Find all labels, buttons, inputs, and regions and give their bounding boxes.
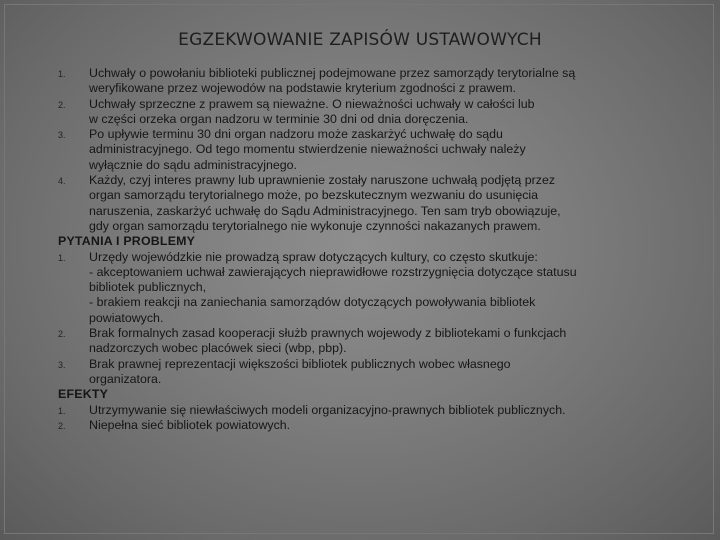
item-text: Uchwały sprzeczne z prawem są nieważne. O nieważności uchwały w całości lub w części orzeka organ nadzoru w terminie 30 dni od dnia doręczenia. [89, 96, 535, 126]
item-text: Brak formalnych zasad kooperacji służb prawnych wojewody z bibliotekami o funkcjach nadzorczych wobec placówek sieci (wbp, pbp). [89, 326, 567, 356]
item-text: Brak prawnej reprezentacji większości bibliotek publicznych wobec własnego organizatora. [89, 356, 511, 386]
effects-heading: EFEKTY [58, 387, 109, 402]
item-text: Urzędy wojewódzkie nie prowadzą spraw dotyczących kultury, co często skutkuje: [89, 249, 538, 264]
item-number: 2. [58, 329, 66, 340]
list-item [58, 403, 658, 418]
item-text: Uchwały o powołaniu biblioteki publicznej podejmowane przez samorządy terytorialne są weryfikowane przez wojewodów na podstawie kryterium zgodności z prawem. [89, 66, 576, 96]
list-item [58, 173, 658, 234]
list-item [58, 326, 658, 357]
problems-heading: PYTANIA I PROBLEMY [58, 234, 196, 249]
item-text: Utrzymywanie się niewłaściwych modeli organizacyjno-prawnych bibliotek publicznych. [89, 402, 566, 417]
slide-title: EGZEKWOWANIE ZAPISÓW USTAWOWYCH [178, 30, 542, 50]
item-text: Po upływie terminu 30 dni organ nadzoru może zaskarżyć uchwałę do sądu administracyjnego. Od tego momentu stwierdzenie nieważności uchwały należy wyłącznie do sądu administracyjnego. [89, 127, 526, 172]
list-item [58, 357, 658, 388]
item-number: 3. [58, 130, 66, 141]
item-number: 1. [58, 252, 66, 263]
list-item [58, 250, 658, 326]
item-number: 3. [58, 359, 66, 370]
item-number: 1. [58, 69, 66, 79]
item-text: Każdy, czyj interes prawny lub uprawnienie zostały naruszone uchwałą podjętą przez organ samorządu terytorialnego może, po bezskutecznym wezwaniu do usunięcia naruszenia, zaskarżyć uchwałę do Sądu Administracyjnego. Ten sam tryb obowiązuje, gdy organ samorządu terytorialnego nie wykonuje czynności nakazanych prawem. [89, 173, 561, 233]
list-item [58, 418, 658, 433]
item-number: 2. [58, 99, 66, 110]
item-number: 2. [58, 420, 66, 431]
list-item [58, 66, 658, 97]
item-text: Niepełna sieć bibliotek powiatowych. [89, 417, 291, 432]
list-item [58, 97, 658, 128]
list-item [58, 127, 658, 173]
slide-content [58, 66, 658, 433]
sub-item-text: - akceptowaniem uchwał zawierających nieprawidłowe rozstrzygnięcia dotyczące statusu bibliotek publicznych, [89, 264, 577, 295]
item-number: 1. [58, 405, 66, 416]
sub-item-text: - brakiem reakcji na zaniechania samorządów dotyczących powoływania bibliotek powiatowych. [89, 295, 536, 325]
item-number: 4. [58, 176, 66, 187]
